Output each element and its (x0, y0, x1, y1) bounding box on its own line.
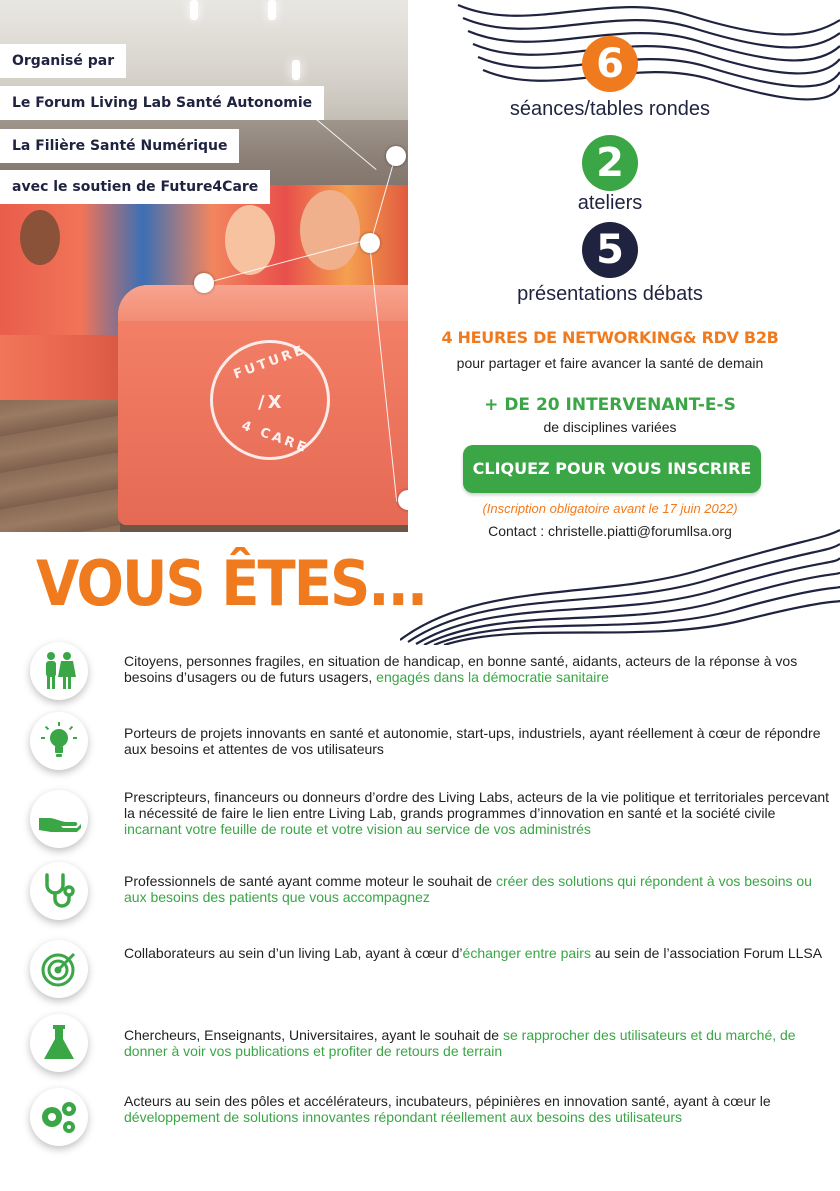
speakers-title: + DE 20 INTERVENANT-E-S (484, 395, 736, 415)
logo-text-mid: /X (258, 392, 285, 413)
stat-number-circle: 2 (582, 135, 638, 191)
logo-text-top: FUTURE (231, 342, 309, 383)
logo-text-bottom: 4 CARE (239, 418, 311, 457)
organizer-tag: Le Forum Living Lab Santé Autonomie (0, 86, 324, 120)
audience-text: Professionnels de santé ayant comme moteur le souhait de créer des solutions qui répondent à vos besoins ou aux besoins des patients que vous accompagnez (124, 873, 812, 905)
audience-text: Citoyens, personnes fragiles, en situation de handicap, en bonne santé, aidants, acteurs de la réponse à vos besoins d’usagers ou de futurs usagers, engagés dans la démocratie sanitaire (124, 653, 798, 685)
organizer-tag: Organisé par (0, 44, 126, 78)
registration-note: (Inscription obligatoire avant le 17 juin 2022) (482, 501, 738, 516)
connector-dot (386, 146, 406, 166)
mural-face (225, 205, 275, 275)
hero-photo (0, 0, 408, 532)
audience-text: Prescripteurs, financeurs ou donneurs d’ordre des Living Labs, acteurs de la vie politique et territoriales percevant la nécessité de faire le lien entre Living Lab, grands programmes d’innovation en santé et la société civile incarnant votre feuille de route et votre vision au service de vos administrés (124, 789, 830, 837)
audience-text: Porteurs de projets innovants en santé et autonomie, start-ups, industriels, ayant réellement à cœur de répondre aux besoins et attentes de vos utilisateurs (124, 725, 821, 757)
speakers-subtitle: de disciplines variées (543, 419, 677, 435)
organizer-tag: La Filière Santé Numérique (0, 129, 239, 163)
lightbulb-icon (30, 712, 88, 770)
ceiling-light (268, 0, 276, 20)
ceiling-light (292, 60, 300, 80)
stat-label: séances/tables rondes (509, 98, 711, 120)
hand-icon (30, 790, 88, 848)
stat-number-circle: 6 (582, 36, 638, 92)
people-icon (30, 642, 88, 700)
target-icon (30, 940, 88, 998)
vous-etes-heading: VOUS ÊTES... (36, 548, 427, 621)
mural-face (20, 210, 60, 265)
register-button[interactable]: CLIQUEZ POUR VOUS INSCRIRE (463, 445, 761, 493)
audience-text: Collaborateurs au sein d’un living Lab, ayant à cœur d’échanger entre pairs au sein de l’association Forum LLSA (124, 945, 823, 961)
ceiling-light (190, 0, 198, 20)
stethoscope-icon (30, 862, 88, 920)
networking-title: 4 HEURES DE NETWORKING& RDV B2B (441, 328, 779, 347)
connector-dot (360, 233, 380, 253)
contact-email[interactable]: Contact : christelle.piatti@forumllsa.org (488, 523, 732, 539)
stat-label: présentations débats (517, 283, 703, 305)
stat-label: ateliers (577, 192, 643, 214)
mural-face (300, 190, 360, 270)
audience-text: Acteurs au sein des pôles et accélérateurs, incubateurs, pépinières en innovation santé, ayant à cœur le développement de solutions innovantes répondant réellement aux besoins des utilisateurs (124, 1093, 771, 1125)
photo-floor (0, 400, 120, 532)
flask-icon (30, 1014, 88, 1072)
gears-icon (30, 1088, 88, 1146)
organizer-tag: avec le soutien de Future4Care (0, 170, 270, 204)
connector-dot (194, 273, 214, 293)
networking-subtitle: pour partager et faire avancer la santé de demain (456, 355, 764, 371)
stat-number-circle: 5 (582, 222, 638, 278)
photo-desk-top (118, 285, 408, 321)
audience-text: Chercheurs, Enseignants, Universitaires, ayant le souhait de se rapprocher des utilisateurs et du marché, de donner à voir vos publications et profiter de retours de terrain (124, 1027, 796, 1059)
